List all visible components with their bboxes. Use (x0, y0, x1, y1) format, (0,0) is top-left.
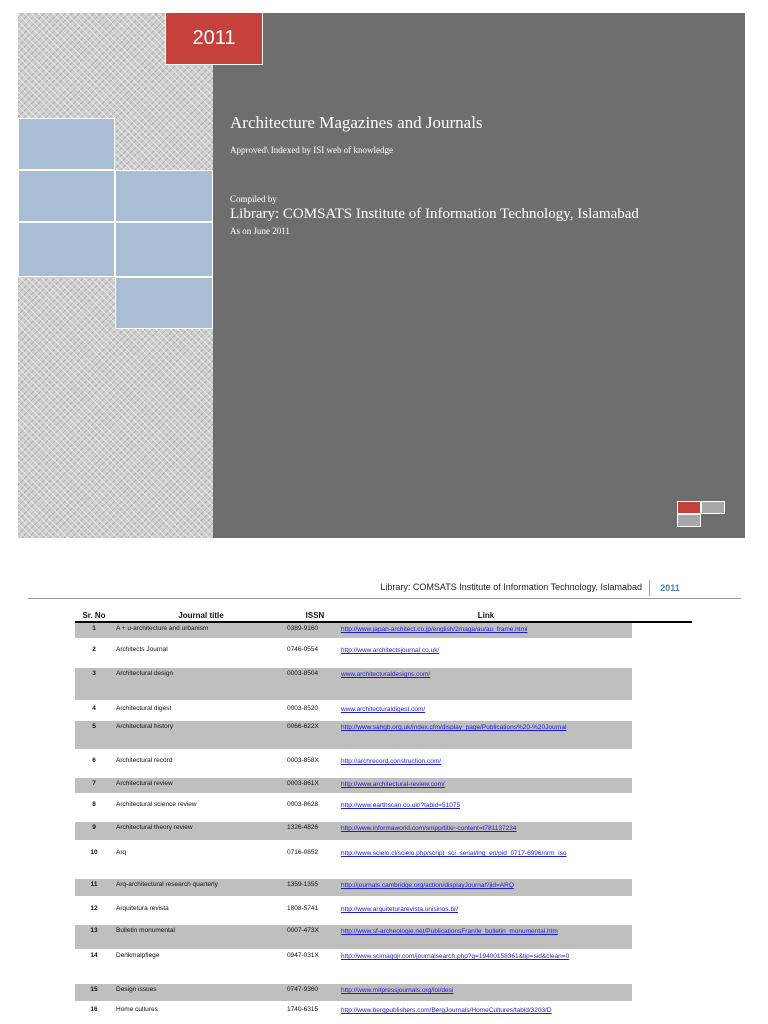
row-sr-number: 1 (92, 625, 96, 632)
header-year: 2011 (649, 580, 690, 596)
journal-table (75, 610, 692, 1014)
col-header-title: Journal title (178, 611, 224, 620)
cover-date: As on June 2011 (230, 226, 290, 236)
row-issn: 0947-031X (287, 952, 319, 959)
row-link[interactable]: http://www.informaworld.com/smpp/title~content=t781137234 (341, 825, 517, 832)
table-row (75, 822, 632, 840)
row-journal-title: Arq-architectural research quarterly (116, 881, 218, 888)
row-journal-title: Denkmalpflege (116, 952, 160, 959)
row-link[interactable]: http://www.mitpressjournals.org/loi/desi (341, 987, 454, 994)
table-row (75, 984, 632, 1001)
row-sr-number: 9 (92, 824, 96, 831)
decor-block (115, 170, 213, 222)
row-issn: 0003-861X (287, 780, 319, 787)
row-issn: 0003-8504 (287, 670, 319, 677)
row-sr-number: 2 (92, 646, 96, 653)
row-issn: 1326-4826 (287, 824, 319, 831)
row-journal-title: A + u-architecture and urbanism (116, 625, 209, 632)
row-sr-number: 4 (92, 705, 96, 712)
decor-block (18, 118, 115, 170)
row-link[interactable]: http://www.architectural-review.com/ (341, 781, 445, 788)
row-journal-title: Architectural science review (116, 801, 197, 808)
cover-subtitle: Approved\ Indexed by ISI web of knowledge (230, 145, 393, 155)
decor-square-gray (701, 501, 725, 514)
row-sr-number: 5 (92, 723, 96, 730)
cover-title: Architecture Magazines and Journals (230, 113, 483, 132)
row-sr-number: 12 (90, 905, 98, 912)
row-sr-number: 6 (92, 757, 96, 764)
cover-year-badge: 2011 (165, 13, 263, 65)
row-journal-title: Architectural digest (116, 705, 172, 712)
row-link[interactable]: http://www.earthscan.co.uk/?tabid=51075 (341, 802, 461, 809)
col-header-link: Link (477, 611, 495, 620)
row-sr-number: 14 (90, 952, 98, 959)
row-sr-number: 7 (92, 780, 96, 787)
header-library: Library: COMSATS Institute of Information Technology, Islamabad (380, 582, 642, 592)
table-row (75, 755, 632, 769)
row-link[interactable]: http://archrecord.construction.com/ (341, 758, 442, 765)
table-row (75, 847, 632, 873)
row-link[interactable]: http://www.architectsjournal.co.uk/ (341, 647, 440, 654)
row-issn: 1740-6315 (287, 1006, 319, 1013)
decor-block (18, 222, 115, 277)
row-journal-title: Architectural review (116, 780, 173, 787)
row-issn: 0747-9360 (287, 986, 319, 993)
cover-page (18, 13, 745, 538)
decor-square-gray (677, 514, 701, 527)
row-issn: 0003-8628 (287, 801, 319, 808)
row-journal-title: Architectural history (116, 723, 174, 730)
cover-compiled-by: Compiled by (230, 194, 277, 204)
row-link[interactable]: www.architecturaldesigns.com/ (341, 671, 431, 678)
row-journal-title: Home cultures (116, 1006, 158, 1013)
row-link[interactable]: www.architecturaldigest.com/ (341, 706, 426, 713)
decor-block (115, 222, 213, 277)
row-sr-number: 15 (90, 986, 98, 993)
row-link[interactable]: http://www.japan-architect.co.jp/english/2maga/au/au_frame.html (341, 626, 528, 633)
table-row (75, 879, 632, 896)
row-journal-title: Architectural record (116, 757, 173, 764)
row-link[interactable]: http://journals.cambridge.org/action/displayJournal?jid=ARQ (341, 882, 514, 889)
table-row (75, 623, 632, 638)
row-issn: 0066-622X (287, 723, 319, 730)
col-header-sr: Sr. No (82, 611, 106, 620)
row-journal-title: Architectural design (116, 670, 174, 677)
table-header (75, 610, 692, 623)
row-journal-title: Design issues (116, 986, 157, 993)
table-row (75, 703, 632, 717)
row-journal-title: Arquitetura revista (116, 905, 169, 912)
row-link[interactable]: http://www.arquiteturarevista.unisinos.br/ (341, 906, 459, 913)
table-row (75, 1004, 632, 1019)
table-row (75, 668, 632, 700)
decor-square-red (677, 501, 701, 514)
row-issn: 0007-473X (287, 927, 319, 934)
cover-library: Library: COMSATS Institute of Information Technology, Islamabad (230, 206, 639, 222)
row-journal-title: Architectural theory review (116, 824, 193, 831)
decor-block (18, 170, 115, 222)
table-row (75, 644, 632, 658)
table-row (75, 950, 632, 978)
row-sr-number: 10 (90, 849, 98, 856)
table-row (75, 925, 632, 949)
row-sr-number: 11 (90, 881, 98, 888)
row-link[interactable]: http://www.sahgb.org.uk/index.cfm/display_page/Publications%20-%20Journal (341, 724, 567, 731)
row-sr-number: 16 (90, 1006, 98, 1013)
row-link[interactable]: http://www.bergpublishers.com/BergJournals/HomeCultures/tabid/3203/D (341, 1007, 552, 1014)
table-row (75, 778, 632, 793)
row-sr-number: 13 (90, 927, 98, 934)
row-issn: 0003-858X (287, 757, 319, 764)
running-header (0, 580, 690, 596)
row-sr-number: 8 (92, 801, 96, 808)
row-link[interactable]: http://www.sf-archeologie.net/PublicationsFran/le_bulletin_monumental.htm (341, 928, 558, 935)
row-issn: 0003-8520 (287, 705, 319, 712)
col-header-issn: ISSN (305, 611, 325, 620)
row-sr-number: 3 (92, 670, 96, 677)
row-journal-title: Architects Journal (116, 646, 168, 653)
row-issn: 0389-9160 (287, 625, 319, 632)
header-rule (28, 598, 741, 599)
row-journal-title: Bulletin monumental (116, 927, 175, 934)
row-link[interactable]: http://www.scimagojr.com/journalsearch.php?q=19400158361&tip=sid&clean=0 (341, 953, 570, 960)
decor-block (115, 277, 213, 329)
row-issn: 1359-1355 (287, 881, 319, 888)
table-row (75, 721, 632, 749)
table-row (75, 903, 632, 917)
row-issn: 1808-5741 (287, 905, 319, 912)
row-link[interactable]: http://www.scielo.cl/scielo.php/script_sci_serial/lng_en/pid_0717-6996/nrm_iso (341, 850, 567, 857)
row-issn: 0716-0852 (287, 849, 319, 856)
row-issn: 0746-0554 (287, 646, 319, 653)
row-journal-title: Arq (116, 849, 127, 856)
table-row (75, 799, 632, 813)
